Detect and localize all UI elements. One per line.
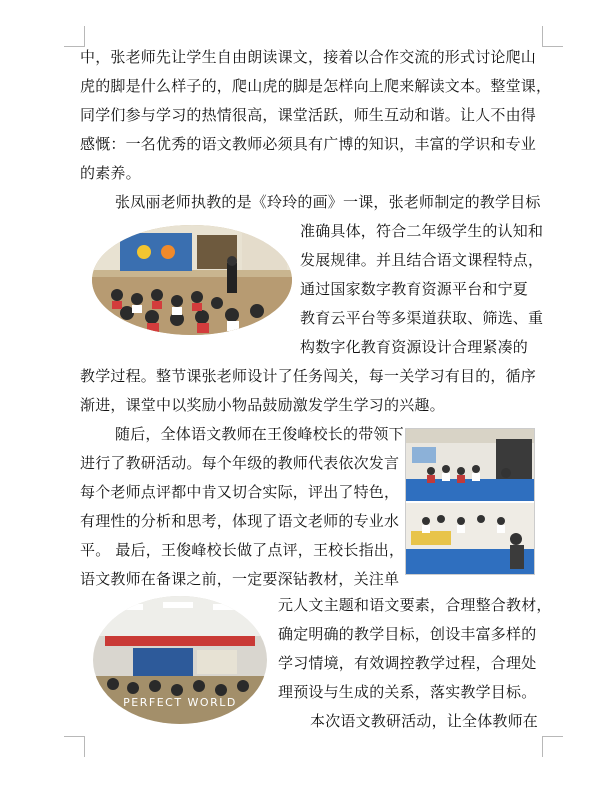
text-line: 虎的脚是什么样子的，爬山虎的脚是怎样向上爬来解读文本。整堂课， bbox=[80, 77, 552, 95]
text-line: 学习情境，有效调控教学过程，合理处 bbox=[278, 654, 537, 672]
text-line: 感慨：一名优秀的语文教师必须具有广博的知识，丰富的学识和专业 bbox=[80, 135, 537, 153]
text-line: 教育云平台等多渠道获取、筛选、重 bbox=[300, 309, 544, 327]
classroom-photo bbox=[92, 225, 292, 335]
lecture-photo-drawing bbox=[93, 596, 267, 724]
text-line: 的素养。 bbox=[80, 164, 141, 182]
text-line: 有理性的分析和思考，体现了语文老师的专业水 bbox=[80, 512, 400, 530]
text-line: 构数字化教育资源设计合理紧凑的 bbox=[300, 338, 529, 356]
lecture-photo bbox=[93, 596, 267, 724]
text-line: 语文教师在备课之前，一定要深钻教材，关注单 bbox=[80, 570, 400, 588]
text-line: 张凤丽老师执教的是《玲玲的画》一课，张老师制定的教学目标 bbox=[115, 193, 541, 211]
text-line: 理预设与生成的关系，落实教学目标。 bbox=[278, 683, 537, 701]
crop-mark-top-right bbox=[542, 26, 563, 47]
text-line: 每个老师点评都中肯又切合实际，评出了特色， bbox=[80, 483, 400, 501]
text-line: 发展规律。并且结合语文课程特点， bbox=[300, 251, 544, 269]
text-line: 本次语文教研活动，让全体教师在 bbox=[310, 712, 539, 730]
text-line: 确定明确的教学目标，创设丰富多样的 bbox=[278, 625, 537, 643]
text-line: 元人文主题和语文要素，合理整合教材， bbox=[278, 596, 552, 614]
meeting-photo bbox=[405, 428, 535, 575]
text-line: 通过国家数字教育资源平台和宁夏 bbox=[300, 280, 529, 298]
text-line: 准确具体，符合二年级学生的认知和 bbox=[300, 222, 544, 240]
crop-mark-bottom-right bbox=[542, 736, 563, 757]
crop-mark-bottom-left bbox=[64, 736, 85, 757]
text-line: 渐进，课堂中以奖励小物品鼓励激发学生学习的兴趣。 bbox=[80, 396, 445, 414]
text-line: 中，张老师先让学生自由朗读课文，接着以合作交流的形式讨论爬山 bbox=[80, 48, 537, 66]
text-line: 教学过程。整节课张老师设计了任务闯关，每一关学习有目的，循序 bbox=[80, 367, 537, 385]
text-line: 平。 最后，王俊峰校长做了点评，王校长指出， bbox=[80, 541, 405, 559]
text-line: 同学们参与学习的热情很高，课堂活跃，师生互动和谐。让人不由得 bbox=[80, 106, 537, 124]
meeting-photo-drawing bbox=[406, 429, 534, 574]
watermark-text: PERFECT WORLD bbox=[123, 696, 237, 709]
text-line: 随后，全体语文教师在王俊峰校长的带领下 bbox=[115, 425, 404, 443]
classroom-photo-drawing bbox=[92, 225, 292, 335]
text-line: 进行了教研活动。每个年级的教师代表依次发言 bbox=[80, 454, 400, 472]
